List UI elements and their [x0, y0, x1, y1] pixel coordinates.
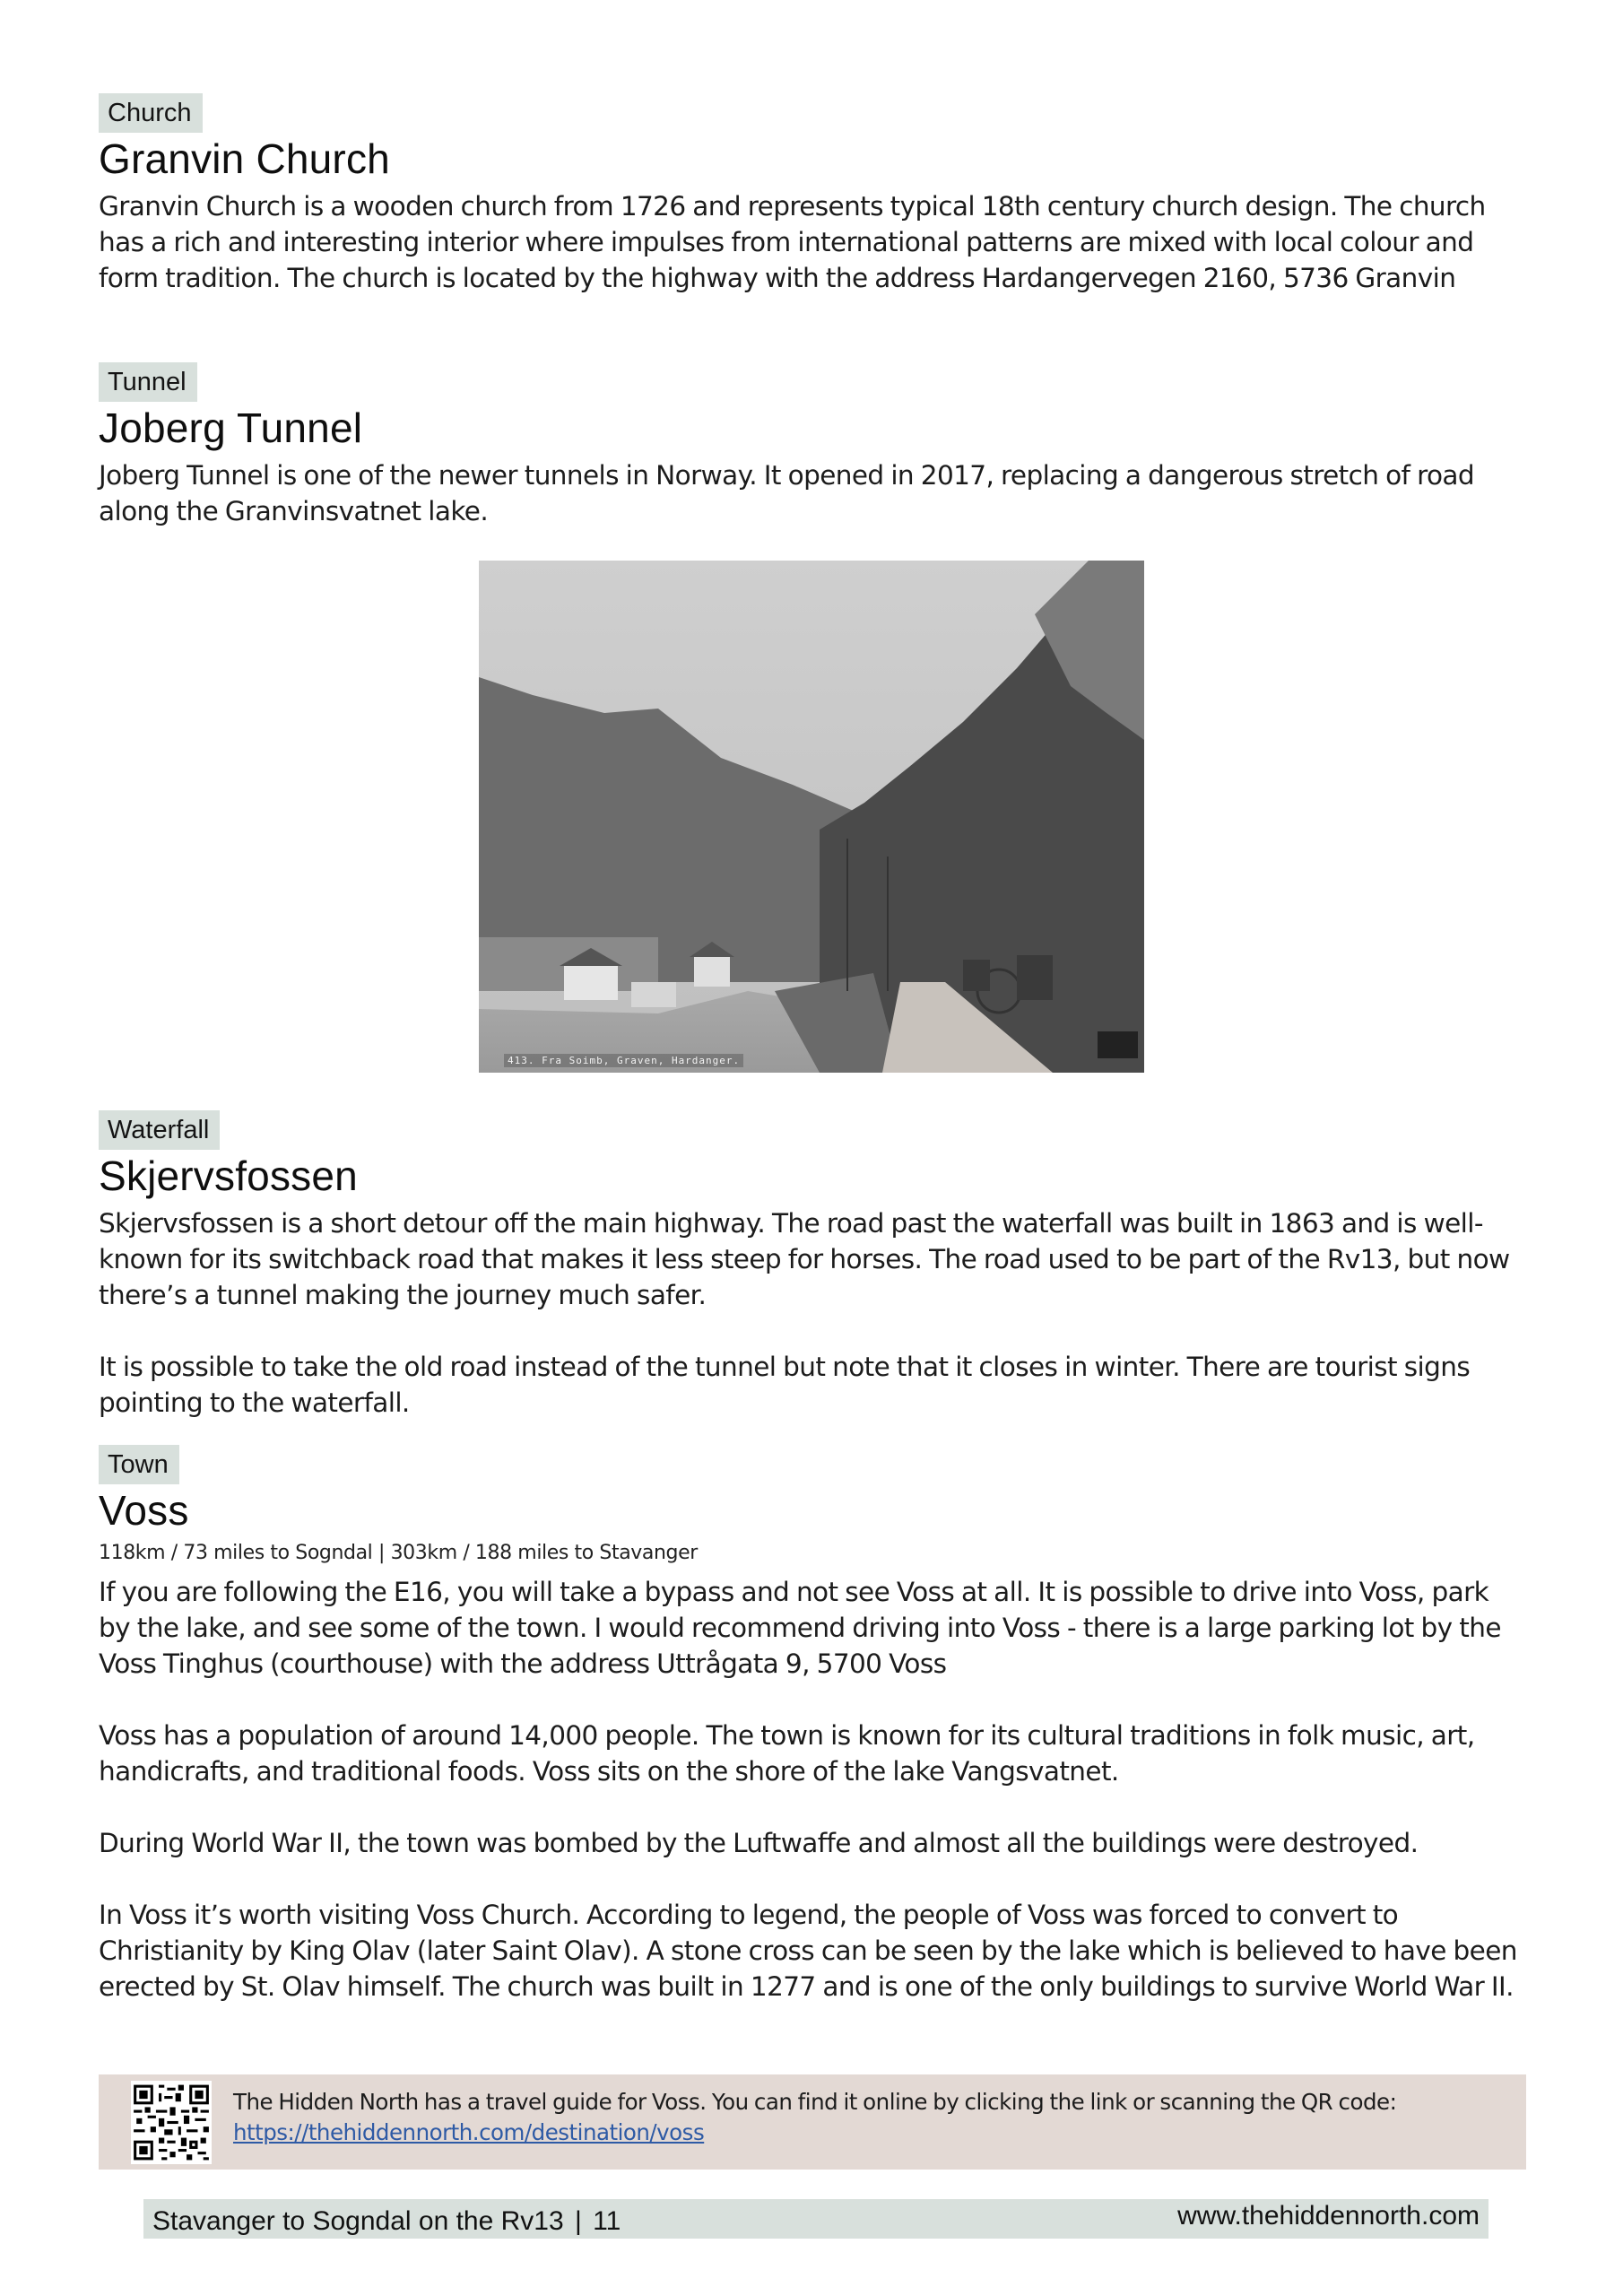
section-skjervsfossen [99, 1110, 1524, 1421]
section-paragraph: Granvin Church is a wooden church from 1726 and represents typical 18th century church design. The church has a rich and interesting interior where impulses from international patterns are mixed with local colour and form tradition. The church is located by the highway with the address Hardangervegen 2160, 5736 Granvin [99, 191, 1486, 293]
qr-code-graphic [131, 2081, 212, 2164]
page-footer [143, 2199, 1488, 2239]
category-tag: Tunnel [99, 362, 197, 402]
category-tag: Church [99, 93, 203, 133]
callout-text [233, 2087, 1396, 2148]
historic-photo [479, 561, 1144, 1073]
category-tag: Waterfall [99, 1110, 220, 1150]
website-url[interactable]: www.thehiddennorth.com [1177, 2201, 1480, 2231]
section-paragraph: Voss has a population of around 14,000 people. The town is known for its cultural traditions in folk music, art, handicrafts, and traditional foods. Voss sits on the shore of the lake Vangsvatnet. [99, 1720, 1475, 1787]
travel-guide-link[interactable]: https://thehiddennorth.com/destination/voss [233, 2119, 705, 2145]
section-paragraph: It is possible to take the old road instead of the tunnel but note that it closes in winter. There are tourist signs pointing to the waterfall. [99, 1352, 1471, 1418]
section-paragraph: During World War II, the town was bombed by the Luftwaffe and almost all the buildings were destroyed. [99, 1828, 1419, 1858]
section-paragraph: Joberg Tunnel is one of the newer tunnels in Norway. It opened in 2017, replacing a dangerous stretch of road along the Granvinsvatnet lake. [99, 460, 1475, 526]
section-paragraph: Skjervsfossen is a short detour off the main highway. The road past the waterfall was built in 1863 and is well-known for its switchback road that makes it less steep for horses. The road used to be part of the Rv13, but now there’s a tunnel making the journey much safer. [99, 1208, 1510, 1310]
section-joberg-tunnel [99, 362, 1524, 529]
qr-code-icon[interactable] [131, 2081, 212, 2164]
photo-illustration [479, 561, 1144, 1073]
section-paragraph: In Voss it’s worth visiting Voss Church. According to legend, the people of Voss was forced to convert to Christianity by King Olav (later Saint Olav). A stone cross can be seen by the lake which is believed to have been erected by St. Olav himself. The church was built in 1277 and is one of the only buildings to survive World War II. [99, 1900, 1517, 2002]
photo-caption: 413. Fra Soimb, Graven, Hardanger. [504, 1054, 743, 1067]
section-title: Granvin Church [99, 135, 390, 182]
section-granvin-church [99, 93, 1524, 296]
section-title: Voss [99, 1487, 189, 1534]
page-number: 11 [593, 2206, 621, 2236]
section-voss [99, 1445, 1524, 2005]
section-paragraph: If you are following the E16, you will take a bypass and not see Voss at all. It is possible to drive into Voss, park by the lake, and see some of the town. I would recommend driving into Voss - there is a large parking lot by the Voss Tinghus (courthouse) with the address Uttrågata 9, 5700 Voss [99, 1577, 1501, 1679]
section-title: Joberg Tunnel [99, 404, 363, 451]
distance-info: 118km / 73 miles to Sogndal | 303km / 188 miles to Stavanger [99, 1542, 698, 1564]
travel-guide-callout [99, 2074, 1526, 2170]
section-title: Skjervsfossen [99, 1152, 358, 1199]
footer-left [152, 2199, 621, 2244]
footer-separator: | [575, 2206, 582, 2236]
callout-description: The Hidden North has a travel guide for Voss. You can find it online by clicking the link or scanning the QR code: [233, 2089, 1397, 2115]
category-tag: Town [99, 1445, 179, 1484]
guide-title: Stavanger to Sogndal on the Rv13 [152, 2206, 564, 2236]
